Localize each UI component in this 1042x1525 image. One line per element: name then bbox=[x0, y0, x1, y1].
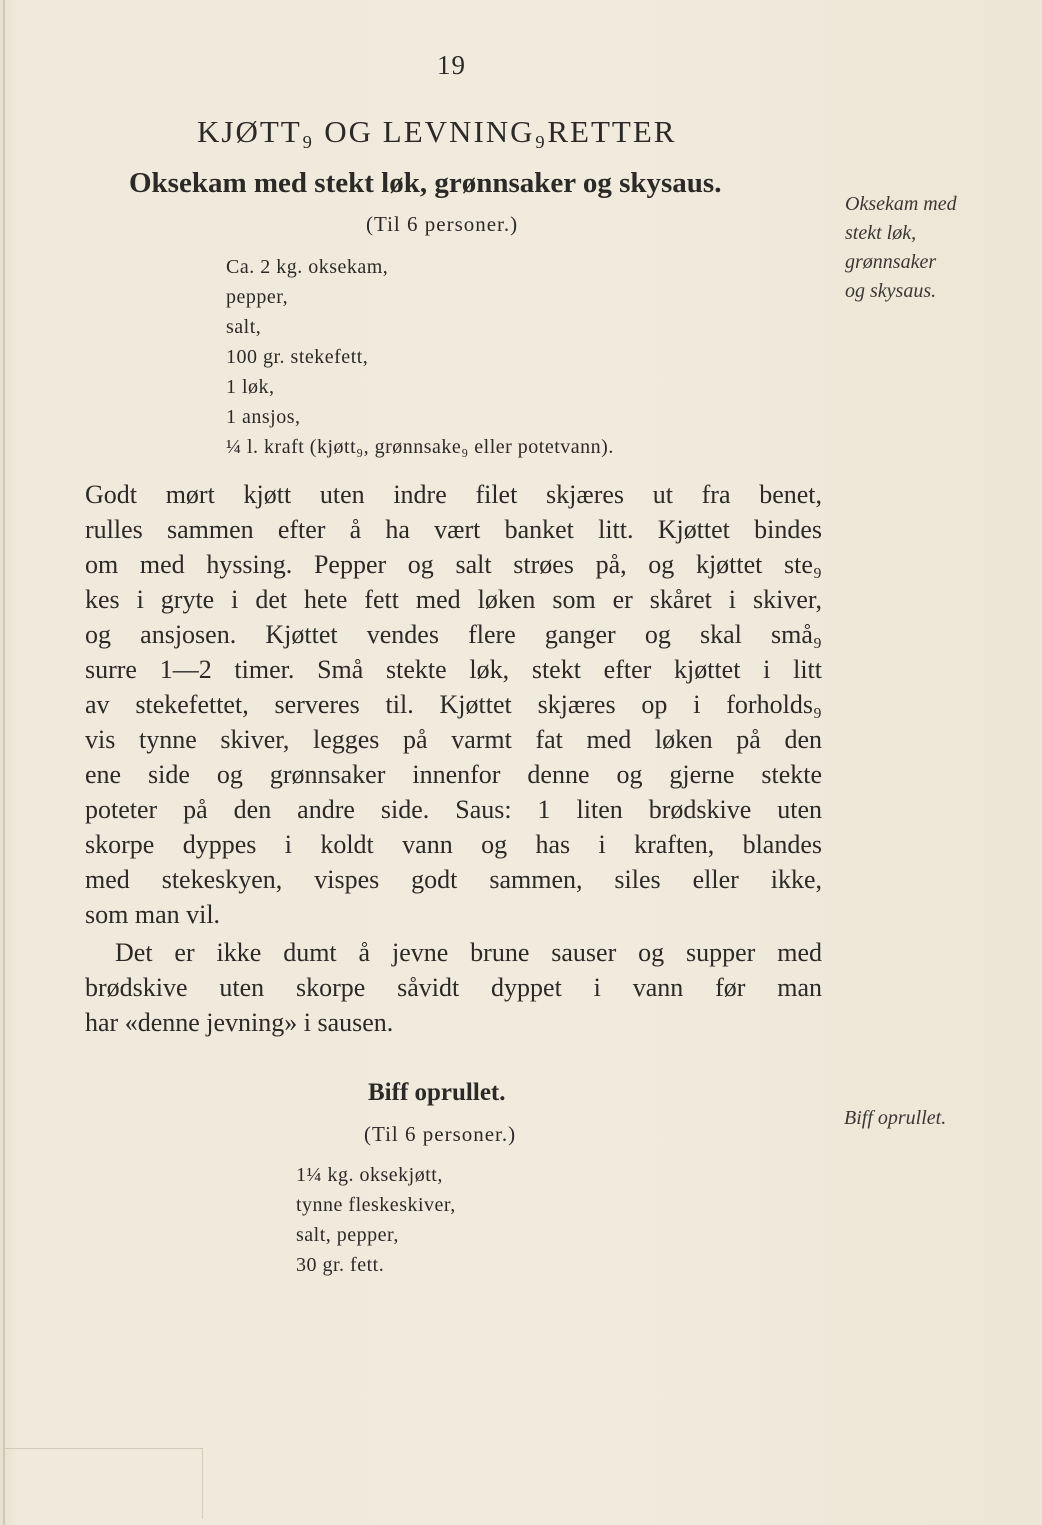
cooking-tip-paragraph bbox=[85, 935, 822, 1040]
ingredient-line: pepper, bbox=[226, 286, 289, 308]
margin-note-biff bbox=[844, 1104, 946, 1133]
body-line: har «denne jevning» i sausen. bbox=[85, 1008, 394, 1037]
body-line: med stekeskyen, vispes godt sammen, siles eller ikke, bbox=[85, 865, 822, 894]
body-line: poteter på den andre side. Saus: 1 liten brødskive uten bbox=[85, 795, 822, 824]
recipe-servings-oksekam: (Til 6 personer.) bbox=[366, 212, 519, 236]
ingredient-line: ¼ l. kraft (kjøtt₉, grønnsake₉ eller potetvann). bbox=[226, 436, 614, 458]
body-line: ene side og grønnsaker innenfor denne og gjerne stekte bbox=[85, 760, 822, 789]
margin-note-line: stekt løk, bbox=[845, 222, 917, 244]
body-line: som man vil. bbox=[85, 900, 221, 929]
ingredient-line: 30 gr. fett. bbox=[296, 1254, 385, 1276]
body-line: brødskive uten skorpe såvidt dyppet i vann før man bbox=[85, 973, 822, 1002]
margin-note-line: Biff oprullet. bbox=[844, 1107, 947, 1129]
section-title: KJØTT₉ OG LEVNING₉RETTER bbox=[197, 114, 677, 149]
ingredient-line: 1¼ kg. oksekjøtt, bbox=[296, 1164, 443, 1186]
margin-note-line: Oksekam med bbox=[845, 193, 957, 215]
page-number: 19 bbox=[437, 50, 466, 80]
recipe-servings-biff: (Til 6 personer.) bbox=[364, 1122, 517, 1146]
page-corner-mark bbox=[4, 1448, 203, 1519]
ingredient-line: salt, pepper, bbox=[296, 1224, 399, 1246]
page-edge bbox=[3, 0, 5, 1525]
ingredient-line: 100 gr. stekefett, bbox=[226, 346, 369, 368]
recipe-instructions-oksekam bbox=[85, 477, 822, 932]
margin-note-line: grønnsaker bbox=[845, 251, 937, 273]
margin-note-oksekam bbox=[845, 190, 957, 306]
ingredient-line: tynne fleskeskiver, bbox=[296, 1194, 456, 1216]
body-line: skorpe dyppes i koldt vann og has i kraften, blandes bbox=[85, 830, 822, 859]
body-line: kes i gryte i det hete fett med løken som er skåret i skiver, bbox=[85, 585, 822, 614]
body-line: vis tynne skiver, legges på varmt fat med løken på den bbox=[85, 725, 822, 754]
body-line: og ansjosen. Kjøttet vendes flere ganger og skal små₉ bbox=[85, 620, 822, 649]
body-line: om med hyssing. Pepper og salt strøes på, og kjøttet ste₉ bbox=[85, 550, 822, 579]
ingredient-line: Ca. 2 kg. oksekam, bbox=[226, 256, 389, 278]
ingredient-line: 1 løk, bbox=[226, 376, 275, 398]
margin-note-line: og skysaus. bbox=[845, 280, 937, 302]
body-line: av stekefettet, serveres til. Kjøttet skjæres op i forholds₉ bbox=[85, 690, 822, 719]
ingredient-list-biff bbox=[296, 1160, 456, 1280]
body-line: rulles sammen efter å ha vært banket litt. Kjøttet bindes bbox=[85, 515, 822, 544]
ingredient-line: salt, bbox=[226, 316, 262, 338]
ingredient-line: 1 ansjos, bbox=[226, 406, 301, 428]
ingredient-list-oksekam bbox=[226, 252, 614, 462]
recipe-title-biff: Biff oprullet. bbox=[368, 1079, 506, 1106]
recipe-title-oksekam: Oksekam med stekt løk, grønnsaker og skysaus. bbox=[129, 167, 722, 199]
body-line: Godt mørt kjøtt uten indre filet skjæres ut fra benet, bbox=[85, 480, 822, 509]
body-line: surre 1—2 timer. Små stekte løk, stekt efter kjøttet i litt bbox=[85, 655, 822, 684]
body-line: Det er ikke dumt å jevne brune sauser og supper med bbox=[115, 938, 822, 967]
